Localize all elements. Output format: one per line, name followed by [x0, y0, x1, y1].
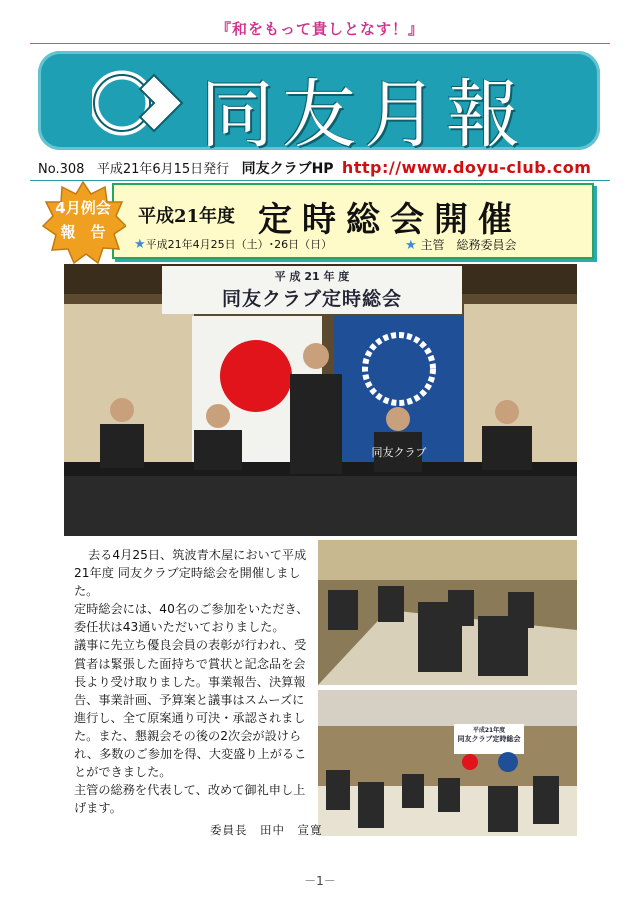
- event-organizer: ★ 主管 総務委員会: [405, 238, 517, 253]
- meeting-table-photo: [318, 540, 577, 685]
- event-date: ★平成21年4月25日（土）･26日（日）: [134, 237, 333, 252]
- hall-banner-line2: 同友クラブ定時総会: [457, 735, 521, 743]
- star-icon: ★: [134, 237, 146, 252]
- article-body: [74, 546, 310, 817]
- photo-banner-line2: 同友クラブ定時総会: [221, 288, 402, 310]
- photo-banner-line1: 平 成 21 年 度: [274, 270, 350, 283]
- club-url-link[interactable]: http://www.doyu-club.com: [341, 158, 592, 177]
- article-paragraph: 去る4月25日、筑波青木屋において平成21年度 同友クラブ定時総会を開催しました。: [74, 548, 307, 599]
- article-paragraph: 定時総会には、40名のご参加をいただき、委任状は43通いただいておりました。: [74, 602, 309, 635]
- signature: 委員長 田中 宣寛: [210, 823, 323, 837]
- star-icon: ★: [405, 238, 417, 253]
- top-rule: [30, 43, 610, 44]
- club-logo-icon: [92, 66, 192, 140]
- issue-number: No.308: [38, 162, 85, 177]
- article-paragraph: 主管の総務を代表して、改めて御礼申し上げます。: [74, 783, 306, 816]
- page-number: －1－: [304, 874, 336, 888]
- event-title: 定時総会開催: [258, 200, 522, 240]
- issue-date: 平成21年6月15日発行: [96, 162, 230, 177]
- issue-line: [38, 158, 591, 178]
- newsletter-title: 同友月報: [200, 72, 528, 158]
- hp-label: 同友クラブHP: [241, 161, 334, 177]
- photo-flag-text: 同友クラブ: [371, 446, 427, 459]
- report-badge: 4月例会 報 告: [55, 199, 111, 241]
- article-paragraph: 議事に先立ち優良会員の表彰が行われ、受賞者は緊張した面持ちで賞状と記念品を会長より受け取りました。事業報告、決算報告、事業計画、予算案と議事はスムーズに進行し、全て原案通り可決・承認されました。また、懇親会その後の2次会が設けられ、多数のご参加を得、大変盛り上がることができました。: [74, 638, 307, 780]
- motto: 『和をもって貴しとなす！』: [215, 20, 424, 38]
- meeting-hall-photo: [318, 690, 577, 836]
- meeting-main-photo: [64, 264, 577, 536]
- hall-banner-line1: 平成21年度: [472, 727, 506, 734]
- event-year: 平成21年度: [138, 206, 236, 227]
